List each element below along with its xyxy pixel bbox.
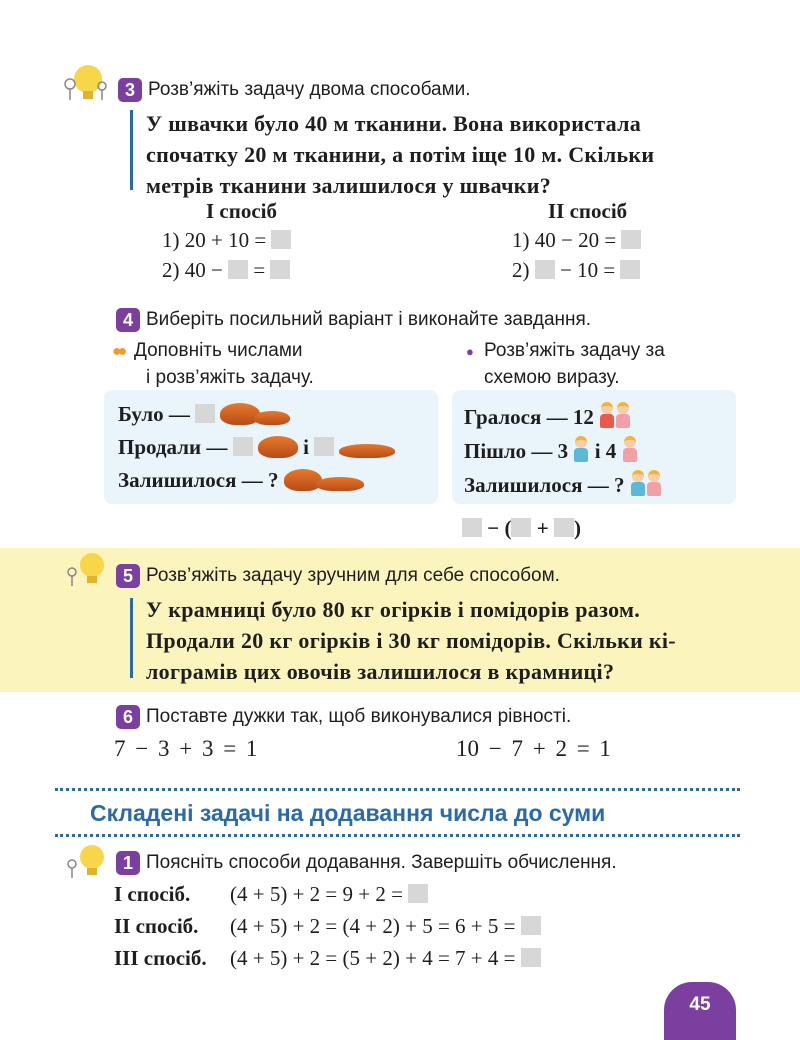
task3-header xyxy=(118,78,471,102)
task1-header xyxy=(116,851,617,875)
baguette-icon xyxy=(316,477,364,491)
task-number-badge: 1 xyxy=(116,851,140,875)
left-variant-hint: ●● Доповніть числами і розв’яжіть задачу. xyxy=(112,340,314,388)
boy-icon xyxy=(573,436,589,464)
girl-icon xyxy=(622,436,638,464)
lightbulb-icon xyxy=(58,62,108,104)
way1-line1: 1) 20 + 10 = xyxy=(162,225,291,255)
equation-1: 7 − 3 + 3 = 1 xyxy=(114,736,258,761)
task-instruction: Виберіть посильний варіант і виконайте завдання. xyxy=(146,309,592,330)
bread-loaf-icon xyxy=(258,436,298,458)
row-pishlo: Пішло — 3 і 4 xyxy=(464,434,662,468)
answer-box[interactable] xyxy=(554,518,574,537)
right-variant-hint: ● Розв’яжіть задачу за схемою виразу. xyxy=(466,340,665,388)
task-number-badge: 3 xyxy=(118,78,142,102)
row-hralosia: Гралося — 12 xyxy=(464,400,662,434)
method-1: І спосіб. (4 + 5) + 2 = 9 + 2 = xyxy=(114,878,541,910)
section-title: Складені задачі на додавання числа до суми xyxy=(90,800,606,826)
answer-box[interactable] xyxy=(228,260,248,279)
task-instruction: Поставте дужки так, щоб виконувалися рівності. xyxy=(146,706,572,727)
right-task-content xyxy=(464,400,662,502)
way1-title: І спосіб xyxy=(206,199,277,223)
page-number: 45 xyxy=(664,982,736,1040)
girl-icon xyxy=(646,470,662,498)
task5-header xyxy=(116,564,560,588)
answer-box[interactable] xyxy=(521,916,541,935)
method-2: ІІ спосіб. (4 + 5) + 2 = (4 + 2) + 5 = 6 + 5 = xyxy=(114,910,541,942)
method-3: ІІІ спосіб. (4 + 5) + 2 = (5 + 2) + 4 = 7 + 4 = xyxy=(114,942,541,974)
bread-loaf-icon xyxy=(284,469,322,491)
answer-box[interactable] xyxy=(511,518,531,537)
way2-line1: 1) 40 − 20 = xyxy=(512,225,641,255)
answer-box[interactable] xyxy=(408,884,428,903)
answer-box[interactable] xyxy=(271,230,291,249)
answer-box[interactable] xyxy=(621,230,641,249)
task-number-badge: 5 xyxy=(116,564,140,588)
answer-box[interactable] xyxy=(535,260,555,279)
task-instruction: Розв’яжіть задачу двома способами. xyxy=(148,79,471,100)
row-zalyshylosia: Залишилося — ? xyxy=(464,468,662,502)
equation-2: 10 − 7 + 2 = 1 xyxy=(456,736,611,761)
dotted-divider xyxy=(55,788,740,791)
text-bar xyxy=(130,110,133,190)
answer-box[interactable] xyxy=(521,948,541,967)
row-prodaly: Продали — і xyxy=(118,431,395,464)
left-task-content xyxy=(118,398,395,497)
lightbulb-icon xyxy=(60,842,110,882)
one-dot-icon: ● xyxy=(466,344,474,359)
task6-header xyxy=(116,705,571,729)
answer-box[interactable] xyxy=(462,518,482,537)
baguette-icon xyxy=(339,444,395,458)
answer-box[interactable] xyxy=(195,404,215,423)
method-lines xyxy=(114,878,541,974)
answer-box[interactable] xyxy=(314,437,334,456)
task-number-badge: 6 xyxy=(116,705,140,729)
task-instruction: Поясніть способи додавання. Завершіть обчислення. xyxy=(146,852,617,873)
task4-header xyxy=(116,308,591,332)
text-bar xyxy=(130,598,133,678)
boy-icon xyxy=(630,470,646,498)
row-bulo: Було — xyxy=(118,398,395,431)
task3-text: У швачки було 40 м тканини. Вона використала спочатку 20 м тканини, а потім іще 10 м. Скільки метрів тканини залишилося у швачки? xyxy=(146,111,655,198)
way2-line2: 2) − 10 = xyxy=(512,255,640,285)
dotted-divider xyxy=(55,834,740,837)
lightbulb-icon xyxy=(60,550,110,590)
task5-text: У крамниці було 80 кг огірків і помідорів разом. Продали 20 кг огірків і 30 кг помідорів. Скільки кі- лограмів цих овочів залишилося в крамниці? xyxy=(146,597,676,684)
row-zalyshylosia: Залишилося — ? xyxy=(118,464,395,497)
way1-line2: 2) 40 − = xyxy=(162,255,290,285)
baguette-icon xyxy=(254,411,290,425)
expression-scheme: − ( + ) xyxy=(462,513,581,543)
answer-box[interactable] xyxy=(233,437,253,456)
girl-icon xyxy=(615,402,631,430)
boy-icon xyxy=(599,402,615,430)
answer-box[interactable] xyxy=(620,260,640,279)
task-number-badge: 4 xyxy=(116,308,140,332)
task-instruction: Розв’яжіть задачу зручним для себе способом. xyxy=(146,565,560,586)
two-dots-icon: ●● xyxy=(112,343,124,360)
way2-title: ІІ спосіб xyxy=(548,199,628,223)
answer-box[interactable] xyxy=(270,260,290,279)
